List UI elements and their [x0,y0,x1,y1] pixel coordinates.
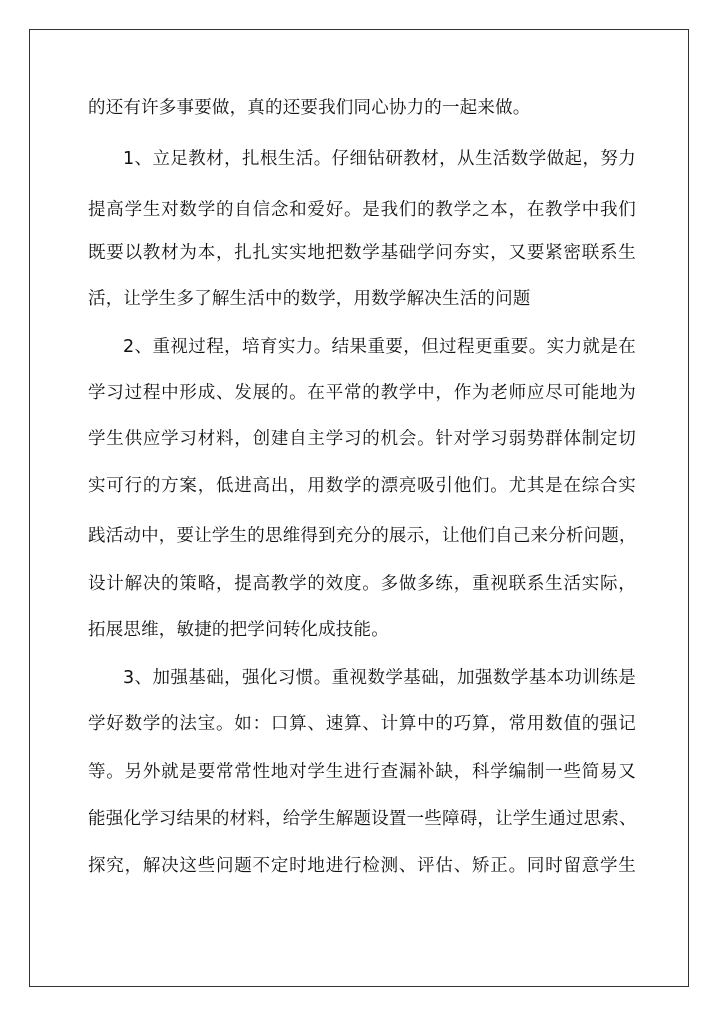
paragraph-3-line-4: 能强化学习结果的材料，给学生解题设置一些障碍，让学生通过思索、 [88,809,637,829]
paragraph-continuation-line: 的还有许多事要做，真的还要我们同心协力的一起来做。 [88,98,531,118]
paragraph-2-line-1: 2、重视过程，培育实力。结果重要，但过程更重要。实力就是在 [123,337,636,357]
paragraph-3-line-1: 3、加强基础，强化习惯。重视数学基础，加强数学基本功训练是 [123,668,636,688]
paragraph-2-line-2: 学习过程中形成、发展的。在平常的教学中，作为老师应尽可能地为 [88,383,636,403]
paragraph-3-line-5: 探究，解决这些问题不定时地进行检测、评估、矫正。同时留意学生 [88,856,636,876]
paragraph-1-line-3: 既要以教材为本，扎扎实实地把数学基础学问夯实，又要紧密联系生 [88,243,636,263]
paragraph-2-line-7: 拓展思维，敏捷的把学问转化成技能。 [88,620,389,640]
paragraph-1-line-2: 提高学生对数学的自信念和爱好。是我们的教学之本，在教学中我们 [88,200,636,220]
paragraph-1-line-1: 1、立足教材，扎根生活。仔细钻研教材，从生活数学做起，努力 [123,149,636,169]
paragraph-2-line-5: 践活动中，要让学生的思维得到充分的展示，让他们自己来分析问题， [88,526,637,546]
paragraph-2-line-4: 实可行的方案，低进高出，用数学的漂亮吸引他们。尤其是在综合实 [88,476,636,496]
paragraph-3-line-2: 学好数学的法宝。如：口算、速算、计算中的巧算，常用数值的强记 [88,714,636,734]
paragraph-2-line-3: 学生供应学习材料，创建自主学习的机会。针对学习弱势群体制定切 [88,429,636,449]
paragraph-3-line-3: 等。另外就是要常常性地对学生进行查漏补缺，科学编制一些简易又 [88,762,636,782]
paragraph-2-line-6: 设计解决的策略，提高教学的效度。多做多练，重视联系生活实际， [88,574,636,594]
paragraph-1-line-4: 活，让学生多了解生活中的数学，用数学解决生活的问题 [88,289,531,309]
